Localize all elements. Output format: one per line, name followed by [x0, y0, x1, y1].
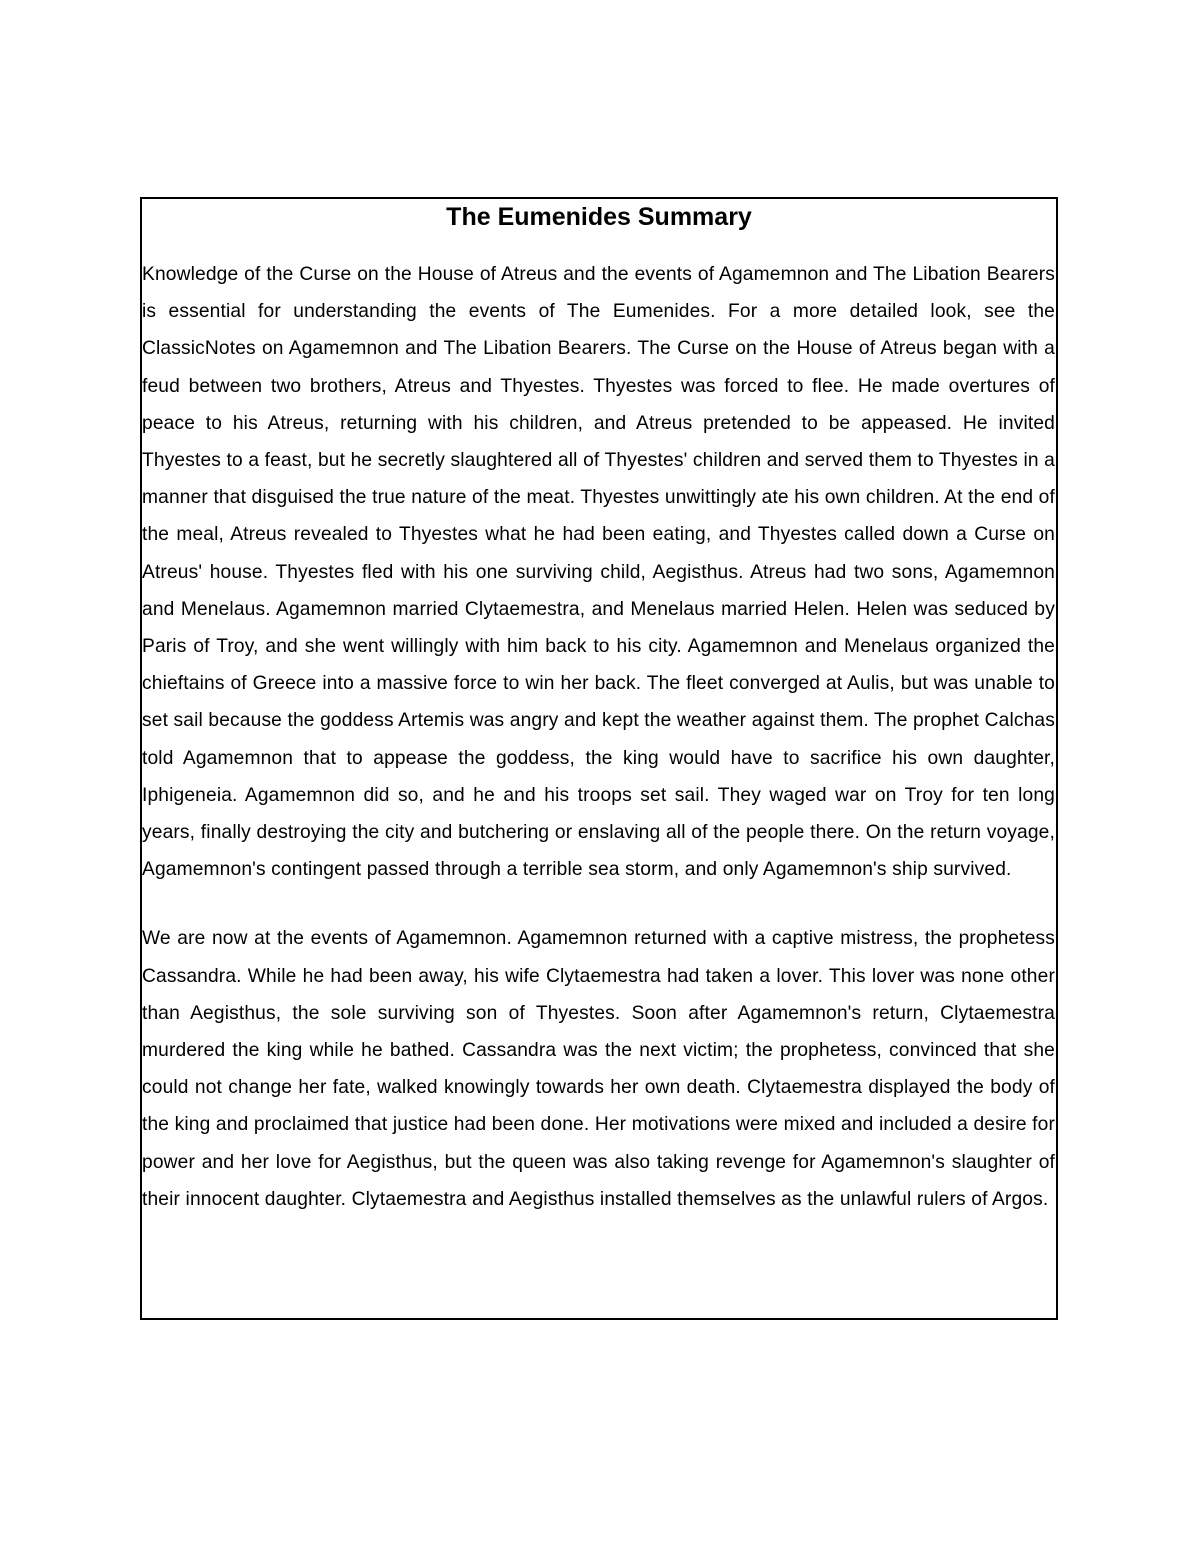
document-frame: [140, 197, 1058, 1320]
paragraph-spacer: [142, 888, 1056, 920]
paragraph-1: Knowledge of the Curse on the House of Atreus and the events of Agamemnon and The Libation Bearers is essential for understanding the events of The Eumenides. For a more detailed look, see the ClassicNotes on Agamemnon and The Libation Bearers. The Curse on the House of Atreus began with a feud between two brothers, Atreus and Thyestes. Thyestes was forced to flee. He made overtures of peace to his Atreus, returning with his children, and Atreus pretended to be appeased. He invited Thyestes to a feast, but he secretly slaughtered all of Thyestes' children and served them to Thyestes in a manner that disguised the true nature of the meat. Thyestes unwittingly ate his own children. At the end of the meal, Atreus revealed to Thyestes what he had been eating, and Thyestes called down a Curse on Atreus' house. Thyestes fled with his one surviving child, Aegisthus. Atreus had two sons, Agamemnon and Menelaus. Agamemnon married Clytaemestra, and Menelaus married Helen. Helen was seduced by Paris of Troy, and she went willingly with him back to his city. Agamemnon and Menelaus organized the chieftains of Greece into a massive force to win her back. The fleet converged at Aulis, but was unable to set sail because the goddess Artemis was angry and kept the weather against them. The prophet Calchas told Agamemnon that to appease the goddess, the king would have to sacrifice his own daughter, Iphigeneia. Agamemnon did so, and he and his troops set sail. They waged war on Troy for ten long years, finally destroying the city and butchering or enslaving all of the people there. On the return voyage, Agamemnon's contingent passed through a terrible sea storm, and only Agamemnon's ship survived.: [142, 264, 1055, 881]
paragraph-2: We are now at the events of Agamemnon. Agamemnon returned with a captive mistress, the prophetess Cassandra. While he had been away, his wife Clytaemestra had taken a lover. This lover was none other than Aegisthus, the sole surviving son of Thyestes. Soon after Agamemnon's return, Clytaemestra murdered the king while he bathed. Cassandra was the next victim; the prophetess, convinced that she could not change her fate, walked knowingly towards her own death. Clytaemestra displayed the body of the king and proclaimed that justice had been done. Her motivations were mixed and included a desire for power and her love for Aegisthus, but the queen was also taking revenge for Agamemnon's slaughter of their innocent daughter. Clytaemestra and Aegisthus installed themselves as the unlawful rulers of Argos.: [142, 928, 1055, 1210]
document-title: The Eumenides Summary: [446, 203, 752, 231]
